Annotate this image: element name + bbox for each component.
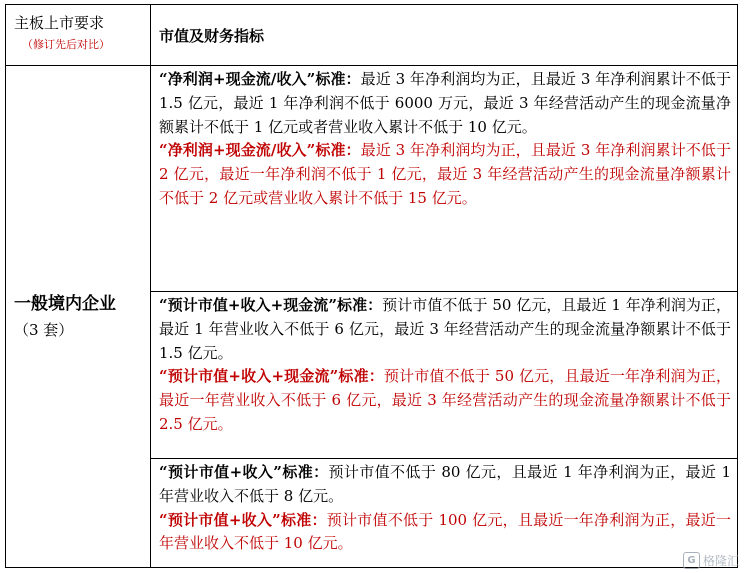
watermark-logo-icon: G bbox=[683, 552, 700, 569]
standard-3-original-body: 预计市值不低于 80 亿元，且最近 1 年净利润为正，最近 1 年营业收入不低于 8 亿元。 bbox=[159, 463, 731, 505]
standard-3-revised-head: “预计市值+收入”标准： bbox=[159, 510, 327, 529]
standard-3-original bbox=[159, 461, 731, 509]
watermark bbox=[683, 552, 739, 569]
header-requirements-title: 主板上市要求 bbox=[14, 14, 105, 32]
standard-2-original-head: “预计市值+收入+现金流”标准： bbox=[159, 296, 383, 314]
standard-3-revised-body: 预计市值不低于 100 亿元，且最近一年净利润为正，最近一年营业收入不低于 10 亿元。 bbox=[159, 510, 732, 553]
watermark-text: 格隆汇 bbox=[702, 554, 739, 568]
standard-2-original bbox=[159, 294, 731, 365]
standard-1-revised bbox=[159, 139, 731, 210]
standard-1-original-body: 最近 3 年净利润均为正，且最近 3 年净利润累计不低于 1.5 亿元，最近 1 年净利润不低于 6000 万元，最近 3 年经营活动产生的现金流量净额累计不低于 1 亿元或者营业收入累计不低于 10 亿元。 bbox=[159, 70, 731, 136]
standard-3-original-head: “预计市值+收入”标准： bbox=[159, 463, 329, 481]
row-label: 一般境内企业 bbox=[14, 293, 116, 314]
standard-cell-3 bbox=[151, 459, 738, 568]
header-requirements-cell bbox=[6, 5, 151, 66]
header-metrics-title: 市值及财务指标 bbox=[151, 5, 738, 66]
row-count: （3 套） bbox=[14, 320, 74, 339]
standard-2-revised-head: “预计市值+收入+现金流”标准： bbox=[159, 367, 384, 386]
standard-3-revised bbox=[159, 509, 731, 557]
standard-2-revised-body: 预计市值不低于 50 亿元，且最近一年净利润为正，最近一年营业收入不低于 6 亿元，最近 3 年经营活动产生的现金流量净额累计不低于 2.5 亿元。 bbox=[159, 367, 731, 433]
standard-1-original-head: “净利润+现金流/收入”标准： bbox=[159, 70, 361, 88]
standard-1-revised-head: “净利润+现金流/收入”标准： bbox=[159, 141, 361, 160]
listing-requirements-table bbox=[5, 4, 738, 568]
header-requirements-subtitle: （修订先后对比） bbox=[22, 38, 110, 51]
standard-cell-2 bbox=[151, 292, 738, 459]
standard-1-revised-body: 最近 3 年净利润均为正，且最近 3 年净利润累计不低于 2 亿元，最近一年净利润不低于 1 亿元，最近 3 年经营活动产生的现金流量净额累计不低于 2 亿元或营业收入累计不低于 15 亿元。 bbox=[159, 141, 731, 207]
standard-2-original-body: 预计市值不低于 50 亿元，且最近 1 年净利润为正，最近 1 年营业收入不低于 6 亿元，最近 3 年经营活动产生的现金流量净额累计不低于 1.5 亿元。 bbox=[159, 296, 731, 362]
row-label-cell bbox=[6, 66, 151, 568]
standard-cell-1 bbox=[151, 66, 738, 292]
standard-2-revised bbox=[159, 365, 731, 436]
standard-1-original bbox=[159, 68, 731, 139]
